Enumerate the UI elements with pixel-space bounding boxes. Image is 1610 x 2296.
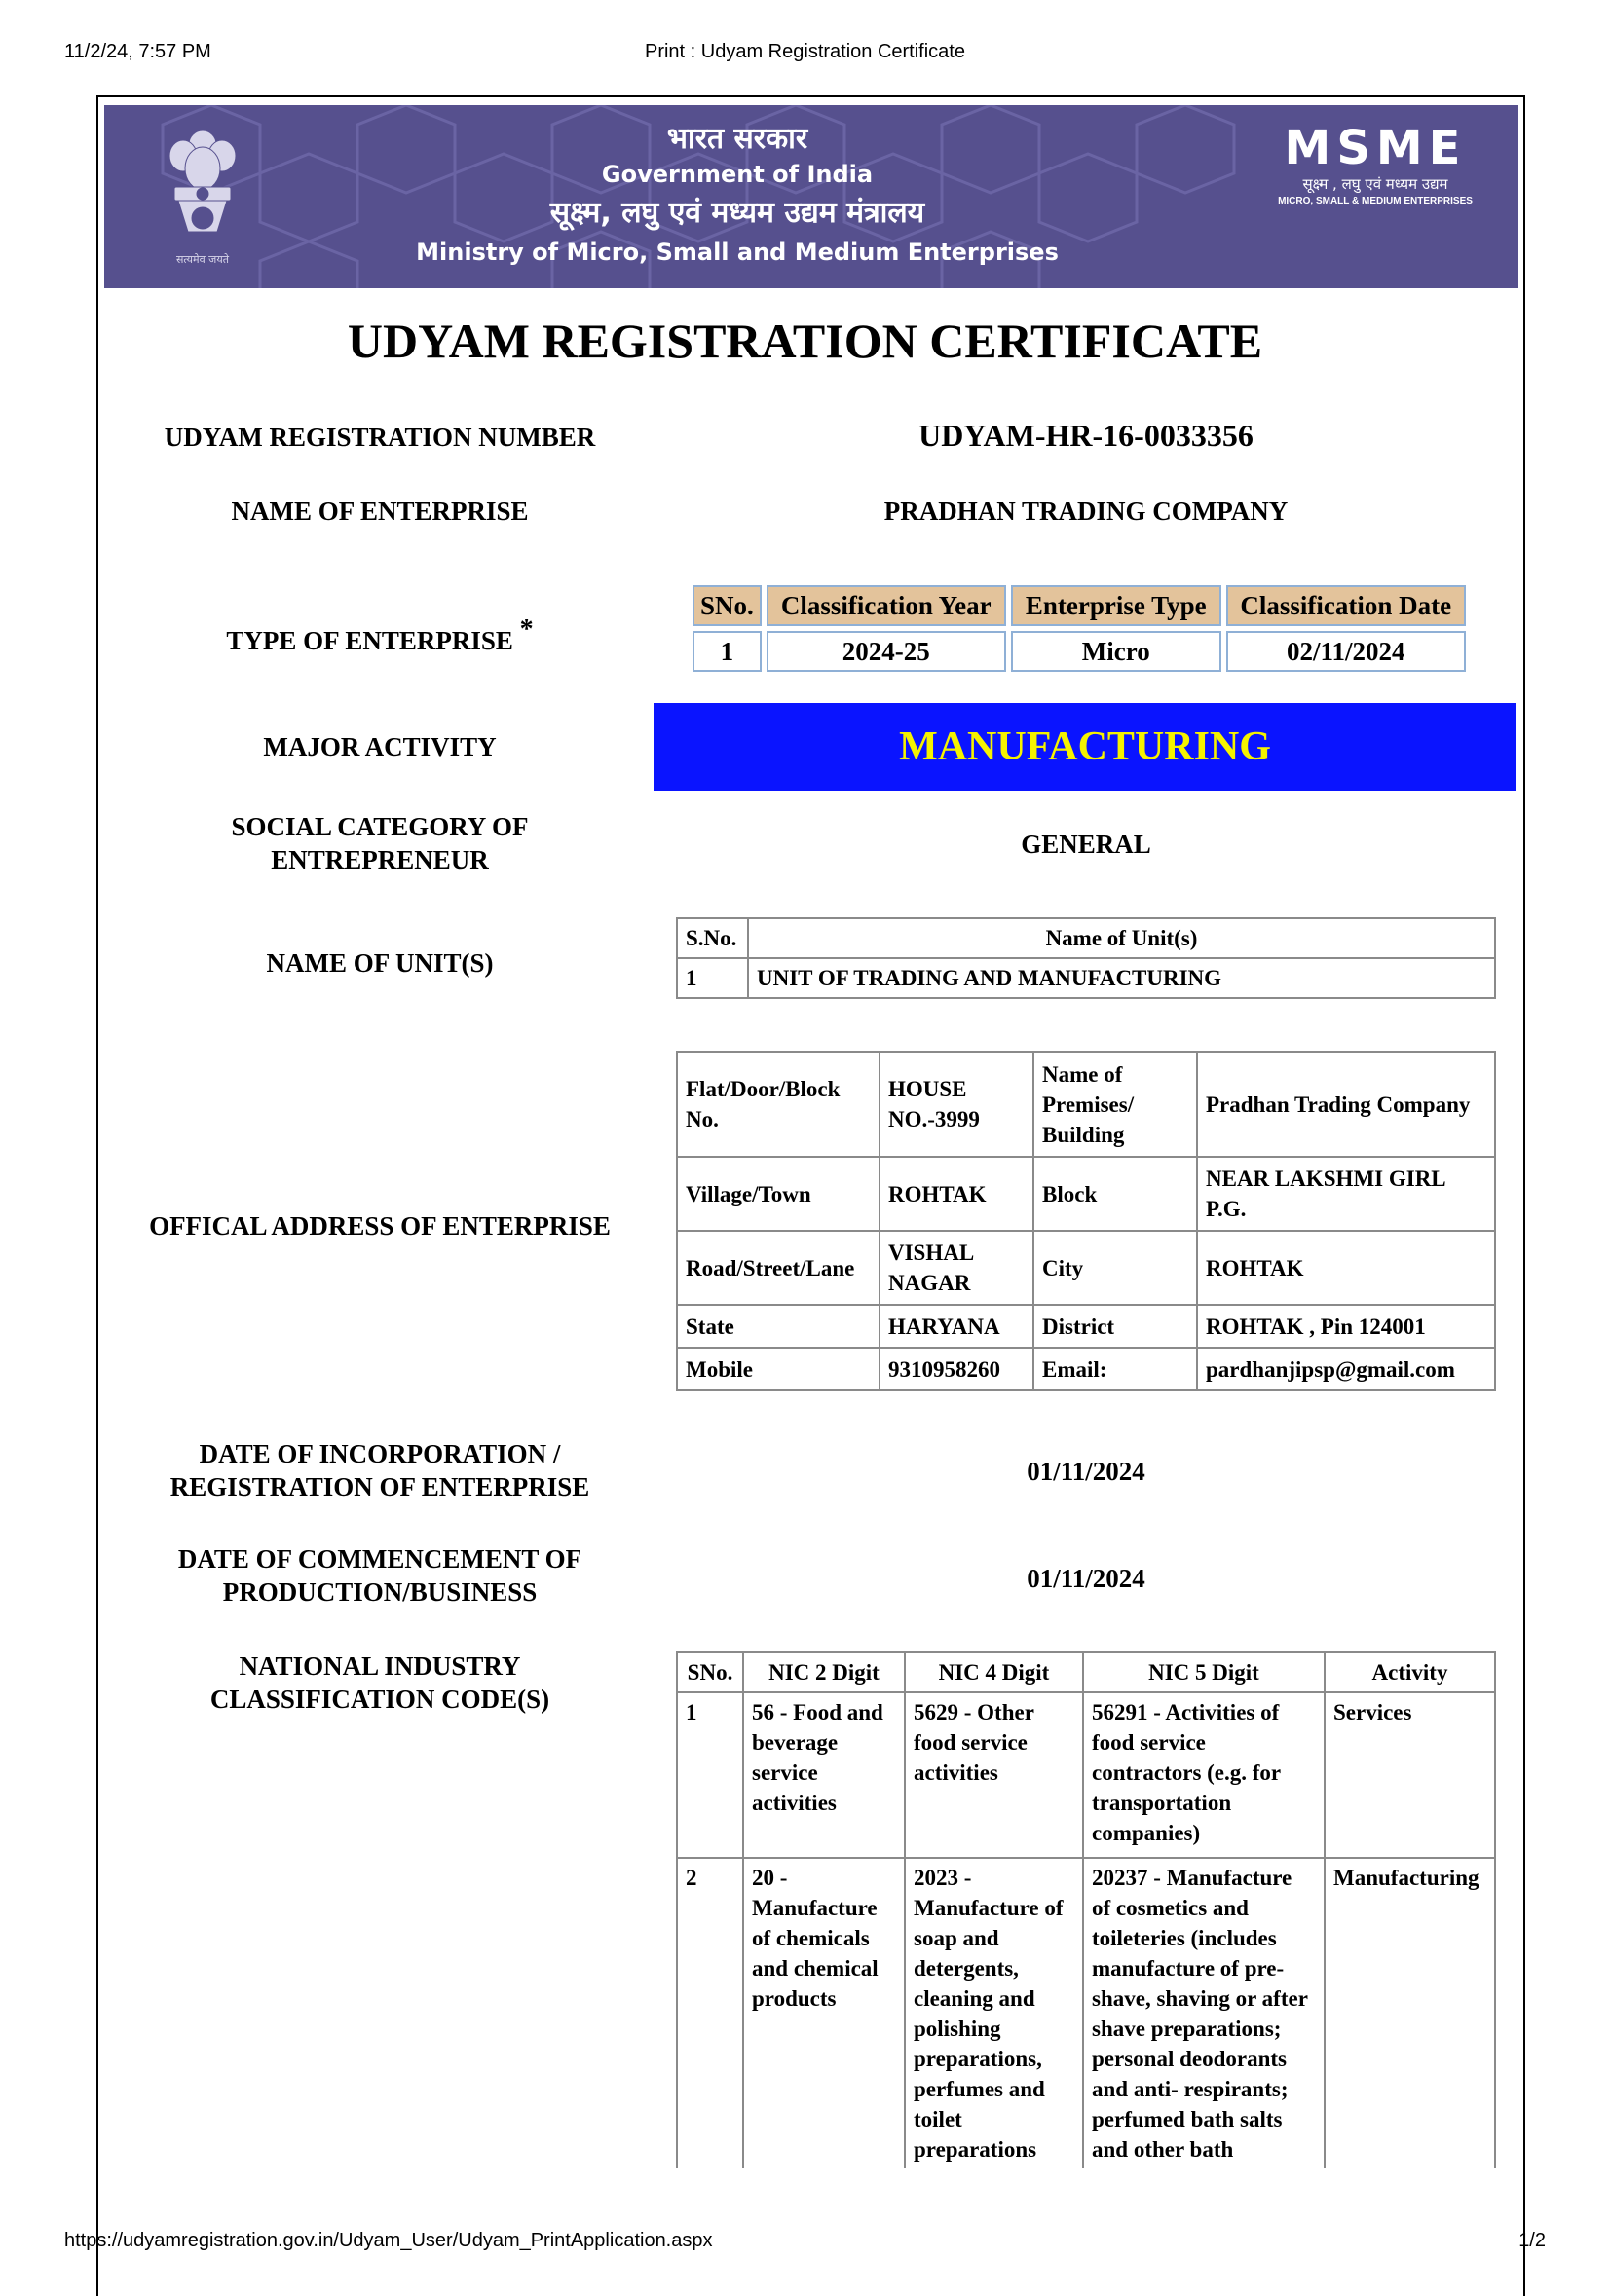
nic-th-sno: SNo. (677, 1652, 743, 1692)
nic-td-5digit: 20237 - Manufacture of cosmetics and toileteries (includes manufacture of pre-shave, shaving or after shave preparations; personal deodorants and anti- respirants; perfumed bath salts and other bath (1083, 1858, 1325, 2168)
enterprise-name: PRADHAN TRADING COMPANY (883, 497, 1289, 526)
addr-value: ROHTAK (880, 1157, 1033, 1231)
enterprise-type-label: TYPE OF ENTERPRISE * (226, 614, 534, 655)
major-activity-label: MAJOR ACTIVITY (263, 732, 497, 761)
addr-value: VISHAL NAGAR (880, 1231, 1033, 1305)
td-classification-year: 2024-25 (767, 631, 1006, 672)
msme-logo-text: MSME (1284, 121, 1467, 175)
units-label: NAME OF UNIT(S) (266, 948, 494, 978)
classification-table (688, 580, 1471, 677)
incorporation-label: DATE OF INCORPORATION / REGISTRATION OF ENTERPRISE (169, 1439, 590, 1501)
addr-value: NEAR LAKSHMI GIRL P.G. (1197, 1157, 1495, 1231)
emblem-motto: सत्यमेव जयते (175, 253, 230, 266)
commencement-date: 01/11/2024 (1027, 1564, 1145, 1593)
addr-value: pardhanjipsp@gmail.com (1197, 1348, 1495, 1390)
nic-td-sno: 1 (677, 1692, 743, 1858)
units-table (676, 917, 1496, 999)
units-td-name: UNIT OF TRADING AND MANUFACTURING (748, 958, 1495, 998)
addr-key: State (677, 1305, 880, 1348)
msme-logo-hindi: सूक्ष्म , लघु एवं मध्यम उद्यम (1302, 175, 1448, 193)
print-page-number: 1/2 (1518, 2230, 1546, 2251)
units-th-sno: S.No. (677, 918, 748, 958)
addr-key: City (1033, 1231, 1197, 1305)
nic-td-5digit: 56291 - Activities of food service contractors (e.g. for transportation companies) (1083, 1692, 1325, 1858)
social-category-label: SOCIAL CATEGORY OF ENTREPRENEUR (231, 812, 529, 874)
nic-th-5digit: NIC 5 Digit (1083, 1652, 1325, 1692)
registration-number-label: UDYAM REGISTRATION NUMBER (164, 423, 596, 452)
nic-td-2digit: 56 - Food and beverage service activities (743, 1692, 905, 1858)
td-classification-date: 02/11/2024 (1226, 631, 1466, 672)
td-sno: 1 (693, 631, 762, 672)
nic-th-4digit: NIC 4 Digit (905, 1652, 1083, 1692)
incorporation-date: 01/11/2024 (1027, 1457, 1145, 1486)
address-label: OFFICAL ADDRESS OF ENTERPRISE (149, 1211, 611, 1241)
banner-line-hindi-1: भारत सरकार (666, 122, 808, 156)
nic-td-4digit: 5629 - Other food service activities (905, 1692, 1083, 1858)
government-banner (104, 105, 1518, 288)
addr-key: Name of Premises/ Building (1033, 1052, 1197, 1157)
th-sno: SNo. (693, 585, 762, 626)
banner-text (396, 121, 1078, 269)
msme-logo-english: MICRO, SMALL & MEDIUM ENTERPRISES (1278, 196, 1473, 206)
th-classification-year: Classification Year (767, 585, 1006, 626)
major-activity: MANUFACTURING (654, 703, 1516, 791)
nic-td-activity: Manufacturing (1325, 1858, 1495, 2168)
address-table (676, 1051, 1496, 1391)
nic-th-activity: Activity (1325, 1652, 1495, 1692)
units-th-name: Name of Unit(s) (748, 918, 1495, 958)
addr-value: ROHTAK , Pin 124001 (1197, 1305, 1495, 1348)
commencement-label: DATE OF COMMENCEMENT OF PRODUCTION/BUSINESS (177, 1544, 582, 1607)
addr-key: Block (1033, 1157, 1197, 1231)
social-category: GENERAL (1021, 830, 1151, 859)
certificate-title: UDYAM REGISTRATION CERTIFICATE (347, 314, 1263, 368)
nic-th-2digit: NIC 2 Digit (743, 1652, 905, 1692)
addr-key: Village/Town (677, 1157, 880, 1231)
msme-logo (1263, 123, 1487, 208)
th-classification-date: Classification Date (1226, 585, 1466, 626)
banner-line-government: Government of India (601, 161, 874, 188)
addr-key: Flat/Door/Block No. (677, 1052, 880, 1157)
nic-td-2digit: 20 - Manufacture of chemicals and chemical products (743, 1858, 905, 2168)
required-star: * (519, 614, 534, 645)
print-datetime: 11/2/24, 7:57 PM (64, 41, 211, 62)
print-url: https://udyamregistration.gov.in/Udyam_User/Udyam_PrintApplication.aspx (64, 2230, 713, 2251)
units-td-sno: 1 (677, 958, 748, 998)
registration-number: UDYAM-HR-16-0033356 (918, 418, 1254, 453)
addr-value: Pradhan Trading Company (1197, 1052, 1495, 1157)
addr-key: Road/Street/Lane (677, 1231, 880, 1305)
th-enterprise-type: Enterprise Type (1011, 585, 1221, 626)
nic-label: NATIONAL INDUSTRY CLASSIFICATION CODE(S) (209, 1651, 550, 1714)
addr-value: HARYANA (880, 1305, 1033, 1348)
enterprise-name-label: NAME OF ENTERPRISE (231, 497, 529, 526)
nic-table (676, 1651, 1496, 2168)
addr-key: Email: (1033, 1348, 1197, 1390)
banner-line-hindi-2: सूक्ष्म, लघु एवं मध्यम उद्यम मंत्रालय (549, 196, 925, 230)
addr-value: 9310958260 (880, 1348, 1033, 1390)
national-emblem-icon (159, 125, 246, 271)
banner-line-ministry: Ministry of Micro, Small and Medium Enterprises (416, 239, 1059, 266)
print-title: Print : Udyam Registration Certificate (644, 41, 965, 62)
addr-value: HOUSE NO.-3999 (880, 1052, 1033, 1157)
td-enterprise-type: Micro (1011, 631, 1221, 672)
addr-value: ROHTAK (1197, 1231, 1495, 1305)
nic-td-activity: Services (1325, 1692, 1495, 1858)
addr-key: District (1033, 1305, 1197, 1348)
nic-td-4digit: 2023 - Manufacture of soap and detergents, cleaning and polishing preparations, perfumes and toilet preparations (905, 1858, 1083, 2168)
nic-td-sno: 2 (677, 1858, 743, 2168)
addr-key: Mobile (677, 1348, 880, 1390)
